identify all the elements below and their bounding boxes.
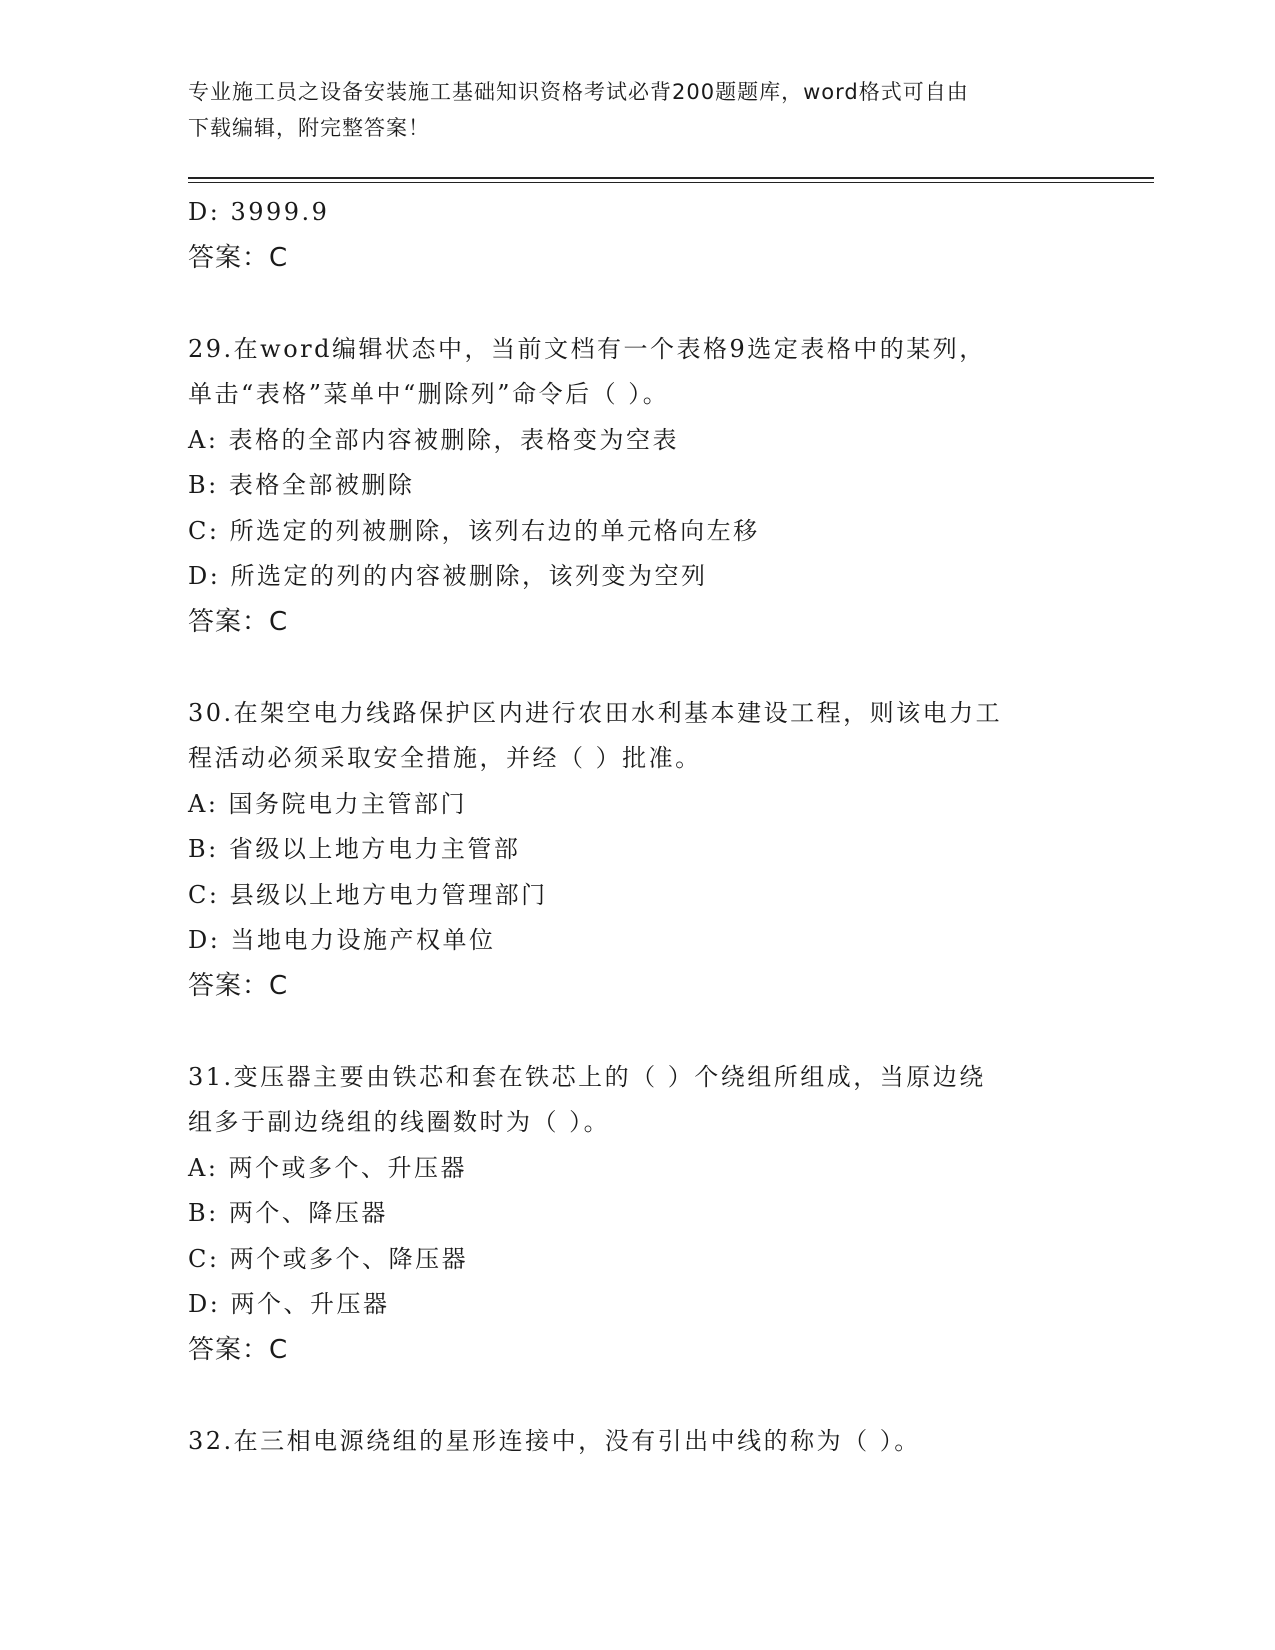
option-a: A: 两个或多个、升压器 xyxy=(188,1153,468,1182)
answer-line: 答案：C xyxy=(188,970,289,1001)
header-title-line-1: 专业施工员之设备安装施工基础知识资格考试必背200题题库，word格式可自由 xyxy=(188,80,969,104)
question-stem-line-2: 组多于副边绕组的线圈数时为（ ）。 xyxy=(188,1108,611,1136)
option-c: C: 所选定的列被删除，该列右边的单元格向左移 xyxy=(188,516,760,545)
page-header xyxy=(188,74,1068,146)
spacer xyxy=(188,645,1088,691)
header-title-line-2: 下载编辑，附完整答案！ xyxy=(188,116,430,140)
option-c: C: 两个或多个、降压器 xyxy=(188,1244,469,1273)
option-d: D: 3999.9 xyxy=(188,198,330,226)
header-divider-thin xyxy=(188,182,1154,183)
spacer xyxy=(188,281,1088,327)
question-stem-line-2: 程活动必须采取安全措施，并经（ ）批准。 xyxy=(188,744,702,772)
question-30 xyxy=(188,691,1088,1010)
question-stem-line-1: 31.变压器主要由铁芯和套在铁芯上的（ ）个绕组所组成，当原边绕 xyxy=(188,1062,986,1091)
spacer xyxy=(188,1009,1088,1055)
question-29 xyxy=(188,327,1088,646)
option-d: D: 两个、升压器 xyxy=(188,1290,390,1318)
answer-line: 答案：C xyxy=(188,242,289,273)
option-b: B: 表格全部被删除 xyxy=(188,471,415,499)
spacer xyxy=(188,1373,1088,1419)
answer-line: 答案：C xyxy=(188,1334,289,1365)
option-c: C: 县级以上地方电力管理部门 xyxy=(188,880,548,909)
option-d: D: 当地电力设施产权单位 xyxy=(188,926,496,954)
header-divider-thick xyxy=(188,177,1154,179)
question-stem-line-1: 30.在架空电力线路保护区内进行农田水利基本建设工程，则该电力工 xyxy=(188,698,1003,727)
question-31 xyxy=(188,1055,1088,1374)
option-b: B: 两个、降压器 xyxy=(188,1199,388,1227)
question-stem-line-1: 29.在word编辑状态中，当前文档有一个表格9选定表格中的某列， xyxy=(188,334,986,363)
option-d: D: 所选定的列的内容被删除，该列变为空列 xyxy=(188,562,708,590)
question-list xyxy=(188,190,1088,1464)
option-b: B: 省级以上地方电力主管部 xyxy=(188,835,521,863)
option-a: A: 表格的全部内容被删除，表格变为空表 xyxy=(188,425,680,454)
question-32 xyxy=(188,1419,1088,1465)
option-a: A: 国务院电力主管部门 xyxy=(188,789,468,818)
question-stem-line-2: 单击“表格”菜单中“删除列”命令后（ ）。 xyxy=(188,380,670,408)
answer-line: 答案：C xyxy=(188,606,289,637)
question-stem-line-1: 32.在三相电源绕组的星形连接中，没有引出中线的称为（ ）。 xyxy=(188,1426,921,1455)
